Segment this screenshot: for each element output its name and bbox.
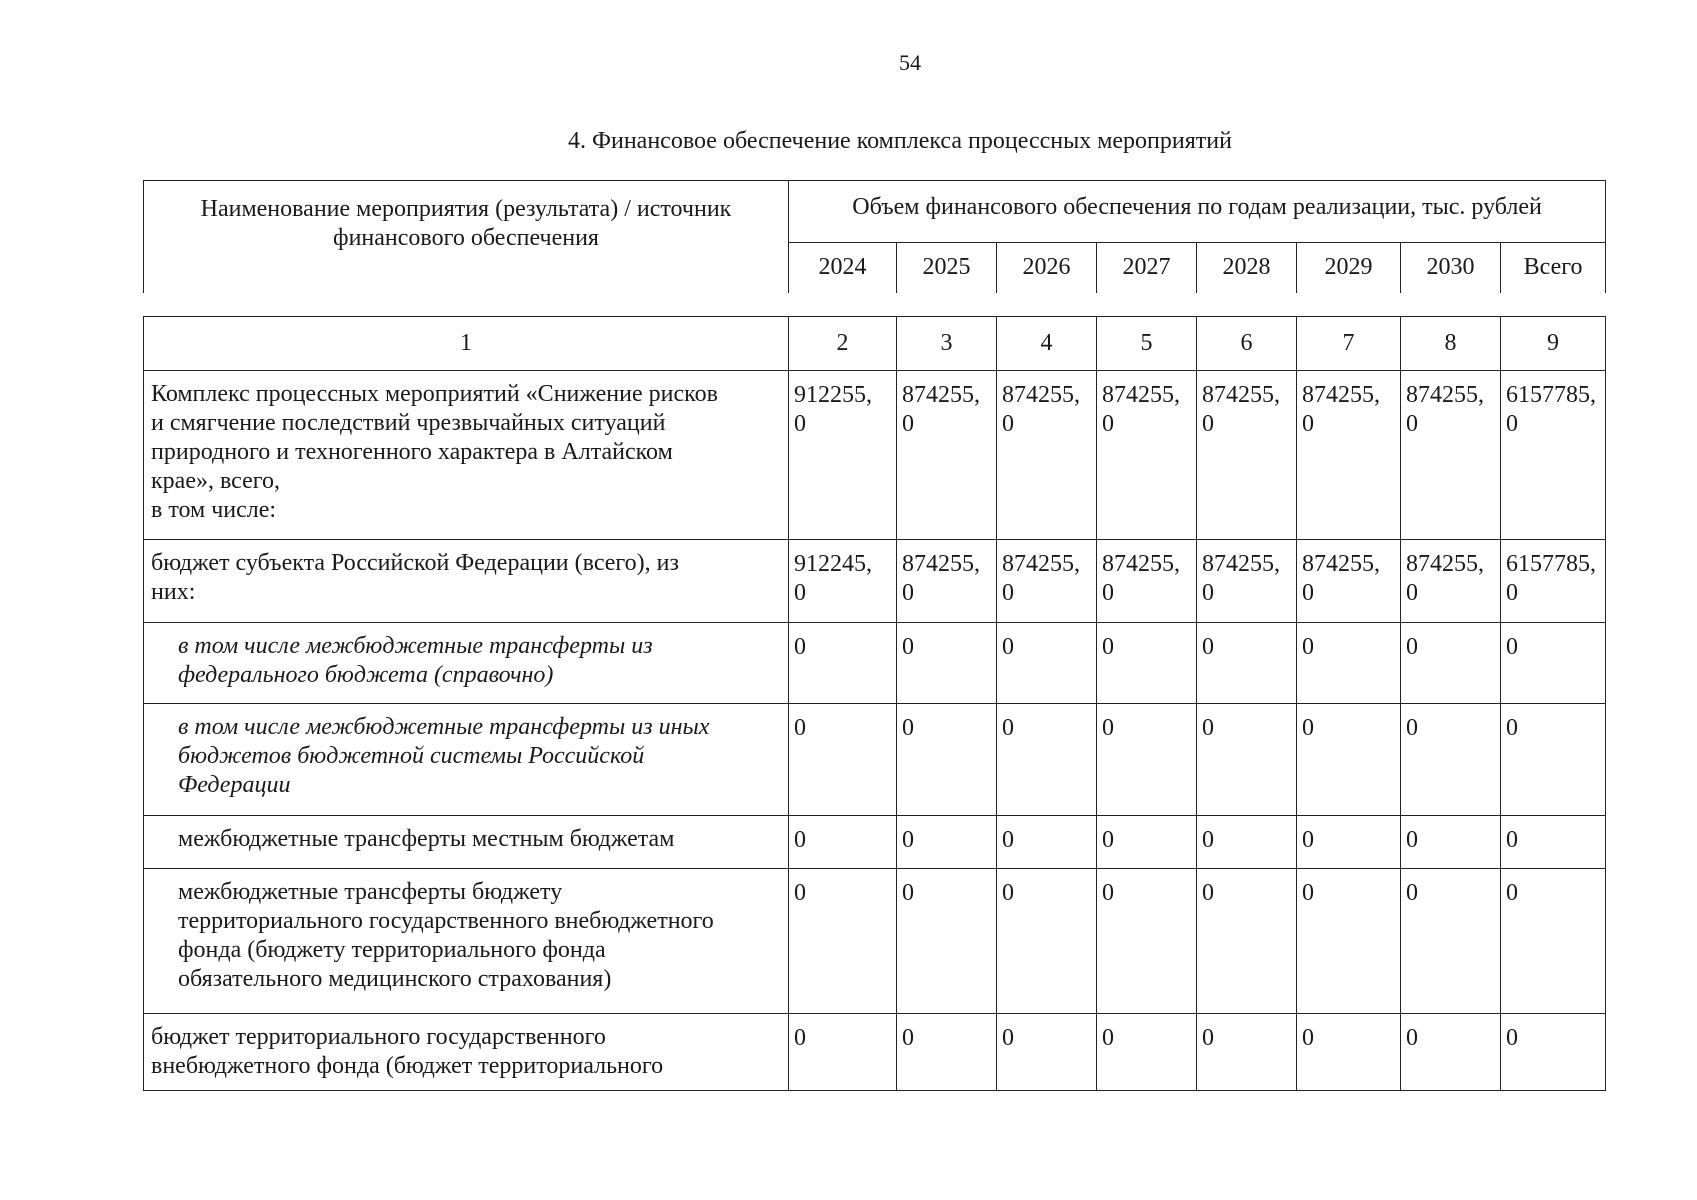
value-part: 874255, — [1406, 382, 1484, 408]
year-value-cell — [1097, 371, 1197, 540]
year-value-cell: 0 — [1097, 623, 1197, 704]
year-value-cell: 0 — [1197, 1014, 1297, 1091]
row-fund-transfers — [144, 869, 1606, 1014]
total-header: Всего — [1501, 242, 1606, 293]
column-number: 1 — [144, 317, 789, 371]
year-value-cell: 0 — [997, 623, 1097, 704]
column-number: 7 — [1297, 317, 1401, 371]
column-number: 8 — [1401, 317, 1501, 371]
row-label — [144, 869, 789, 1014]
year-value-cell — [897, 371, 997, 540]
year-value-cell — [1297, 540, 1401, 623]
year-value-cell — [1401, 540, 1501, 623]
row-label-line: межбюджетные трансферты местным бюджетам — [178, 826, 675, 852]
year-value-cell: 0 — [1297, 869, 1401, 1014]
value-part: 0 — [794, 580, 806, 606]
year-value-cell: 0 — [789, 704, 897, 816]
value-part: 0 — [1202, 411, 1214, 437]
value-part: 874255, — [902, 382, 980, 408]
value-part: 874255, — [902, 551, 980, 577]
row-label — [144, 816, 789, 869]
value-part: 912245, — [794, 551, 872, 577]
year-value-cell: 0 — [1197, 816, 1297, 869]
year-value-cell: 0 — [897, 816, 997, 869]
row-label-line: крае», всего, — [151, 468, 280, 494]
row-territorial-fund — [144, 1014, 1606, 1091]
value-part: 874255, — [1302, 551, 1380, 577]
year-value-cell: 0 — [1097, 704, 1197, 816]
year-value-cell — [1197, 371, 1297, 540]
row-label — [144, 540, 789, 623]
value-part: 0 — [902, 411, 914, 437]
year-value-cell: 0 — [1401, 869, 1501, 1014]
year-value-cell — [997, 371, 1097, 540]
row-label-line: них: — [151, 579, 196, 605]
year-header: 2024 — [789, 242, 897, 293]
year-value-cell: 0 — [1097, 869, 1197, 1014]
total-value-cell: 0 — [1501, 869, 1606, 1014]
year-value-cell: 0 — [1297, 623, 1401, 704]
value-part: 0 — [1002, 580, 1014, 606]
year-value-cell: 0 — [1297, 1014, 1401, 1091]
column-number: 4 — [997, 317, 1097, 371]
column-number-row — [144, 317, 1606, 371]
year-value-cell: 0 — [789, 623, 897, 704]
total-value-cell: 0 — [1501, 1014, 1606, 1091]
value-part: 0 — [1302, 411, 1314, 437]
value-part: 0 — [1002, 411, 1014, 437]
year-value-cell: 0 — [1197, 869, 1297, 1014]
row-label — [144, 1014, 789, 1091]
value-part: 0 — [1406, 411, 1418, 437]
row-other-transfers — [144, 704, 1606, 816]
year-header: 2026 — [997, 242, 1097, 293]
row-label-line: бюджет субъекта Российской Федерации (всего), из — [151, 550, 679, 576]
total-value-cell: 0 — [1501, 816, 1606, 869]
year-value-cell: 0 — [789, 816, 897, 869]
year-value-cell: 0 — [997, 1014, 1097, 1091]
year-value-cell: 0 — [997, 816, 1097, 869]
year-value-cell: 0 — [1401, 1014, 1501, 1091]
year-header: 2025 — [897, 242, 997, 293]
row-label — [144, 623, 789, 704]
row-label-line: фонда (бюджету территориального фонда — [178, 937, 606, 963]
year-value-cell: 0 — [997, 704, 1097, 816]
year-value-cell — [997, 540, 1097, 623]
row-label-line: в том числе: — [151, 497, 277, 523]
value-part: 0 — [1202, 580, 1214, 606]
row-label-line: и смягчение последствий чрезвычайных ситуаций — [151, 410, 666, 436]
row-label-line: Комплекс процессных мероприятий «Снижение рисков — [151, 381, 718, 407]
row-label-line: федерального бюджета (справочно) — [178, 662, 554, 688]
row-label-line: территориального государственного внебюджетного — [178, 908, 714, 934]
name-column-header: Наименование мероприятия (результата) / источник финансового обеспечения — [144, 181, 789, 294]
page-number: 54 — [899, 50, 921, 75]
row-label — [144, 704, 789, 816]
value-part: 0 — [1406, 580, 1418, 606]
value-part: 0 — [1302, 580, 1314, 606]
year-value-cell: 0 — [1297, 816, 1401, 869]
value-part: 0 — [902, 580, 914, 606]
year-value-cell: 0 — [1097, 1014, 1197, 1091]
year-value-cell: 0 — [1097, 816, 1197, 869]
row-local-transfers — [144, 816, 1606, 869]
value-part: 0 — [1506, 411, 1518, 437]
value-part: 874255, — [1002, 551, 1080, 577]
value-part: 874255, — [1002, 382, 1080, 408]
year-value-cell — [1297, 371, 1401, 540]
row-complex-total — [144, 371, 1606, 540]
financing-table-header — [143, 180, 1606, 293]
year-value-cell: 0 — [897, 869, 997, 1014]
row-label-line: в том числе межбюджетные трансферты из — [178, 633, 653, 659]
value-part: 0 — [794, 411, 806, 437]
total-value-cell — [1501, 371, 1606, 540]
row-federal-transfers — [144, 623, 1606, 704]
column-number: 6 — [1197, 317, 1297, 371]
year-header: 2029 — [1297, 242, 1401, 293]
year-value-cell: 0 — [1401, 623, 1501, 704]
total-value-cell: 0 — [1501, 704, 1606, 816]
row-label-line: бюджетов бюджетной системы Российской — [178, 743, 645, 769]
column-number: 9 — [1501, 317, 1606, 371]
row-label-line: бюджет территориального государственного — [151, 1024, 606, 1050]
year-header: 2028 — [1197, 242, 1297, 293]
row-label-line: межбюджетные трансферты бюджету — [178, 879, 563, 905]
column-number: 3 — [897, 317, 997, 371]
year-value-cell — [1401, 371, 1501, 540]
value-part: 0 — [1102, 411, 1114, 437]
year-header: 2027 — [1097, 242, 1197, 293]
year-value-cell: 0 — [897, 623, 997, 704]
column-number: 5 — [1097, 317, 1197, 371]
year-value-cell: 0 — [789, 869, 897, 1014]
value-part: 874255, — [1102, 382, 1180, 408]
year-value-cell: 0 — [1297, 704, 1401, 816]
year-value-cell: 0 — [897, 704, 997, 816]
year-value-cell: 0 — [1401, 816, 1501, 869]
year-value-cell: 0 — [789, 1014, 897, 1091]
row-label-line: природного и техногенного характера в Алтайском — [151, 439, 673, 465]
row-label-line: в том числе межбюджетные трансферты из иных — [178, 714, 710, 740]
year-header: 2030 — [1401, 242, 1501, 293]
row-label-line: внебюджетного фонда (бюджет территориального — [151, 1053, 664, 1079]
year-value-cell — [789, 540, 897, 623]
year-value-cell — [789, 371, 897, 540]
year-value-cell: 0 — [1197, 623, 1297, 704]
value-part: 912255, — [794, 382, 872, 408]
volume-column-header: Объем финансового обеспечения по годам реализации, тыс. рублей — [789, 181, 1606, 243]
value-part: 0 — [1102, 580, 1114, 606]
section-title: 4. Финансовое обеспечение комплекса процессных мероприятий — [568, 128, 1232, 154]
row-label-line: обязательного медицинского страхования) — [178, 966, 612, 992]
value-part: 874255, — [1202, 551, 1280, 577]
year-value-cell: 0 — [1401, 704, 1501, 816]
total-value-cell: 0 — [1501, 623, 1606, 704]
value-part: 874255, — [1302, 382, 1380, 408]
total-value-cell — [1501, 540, 1606, 623]
row-label-line: Федерации — [178, 772, 291, 798]
year-value-cell: 0 — [1197, 704, 1297, 816]
value-part: 874255, — [1102, 551, 1180, 577]
year-value-cell: 0 — [897, 1014, 997, 1091]
value-part: 6157785, — [1506, 382, 1596, 408]
value-part: 0 — [1506, 580, 1518, 606]
column-number: 2 — [789, 317, 897, 371]
year-value-cell — [897, 540, 997, 623]
financing-table-body — [143, 316, 1606, 1091]
row-label — [144, 371, 789, 540]
year-value-cell — [1097, 540, 1197, 623]
value-part: 6157785, — [1506, 551, 1596, 577]
year-value-cell — [1197, 540, 1297, 623]
year-value-cell: 0 — [997, 869, 1097, 1014]
value-part: 874255, — [1202, 382, 1280, 408]
row-regional-budget — [144, 540, 1606, 623]
value-part: 874255, — [1406, 551, 1484, 577]
